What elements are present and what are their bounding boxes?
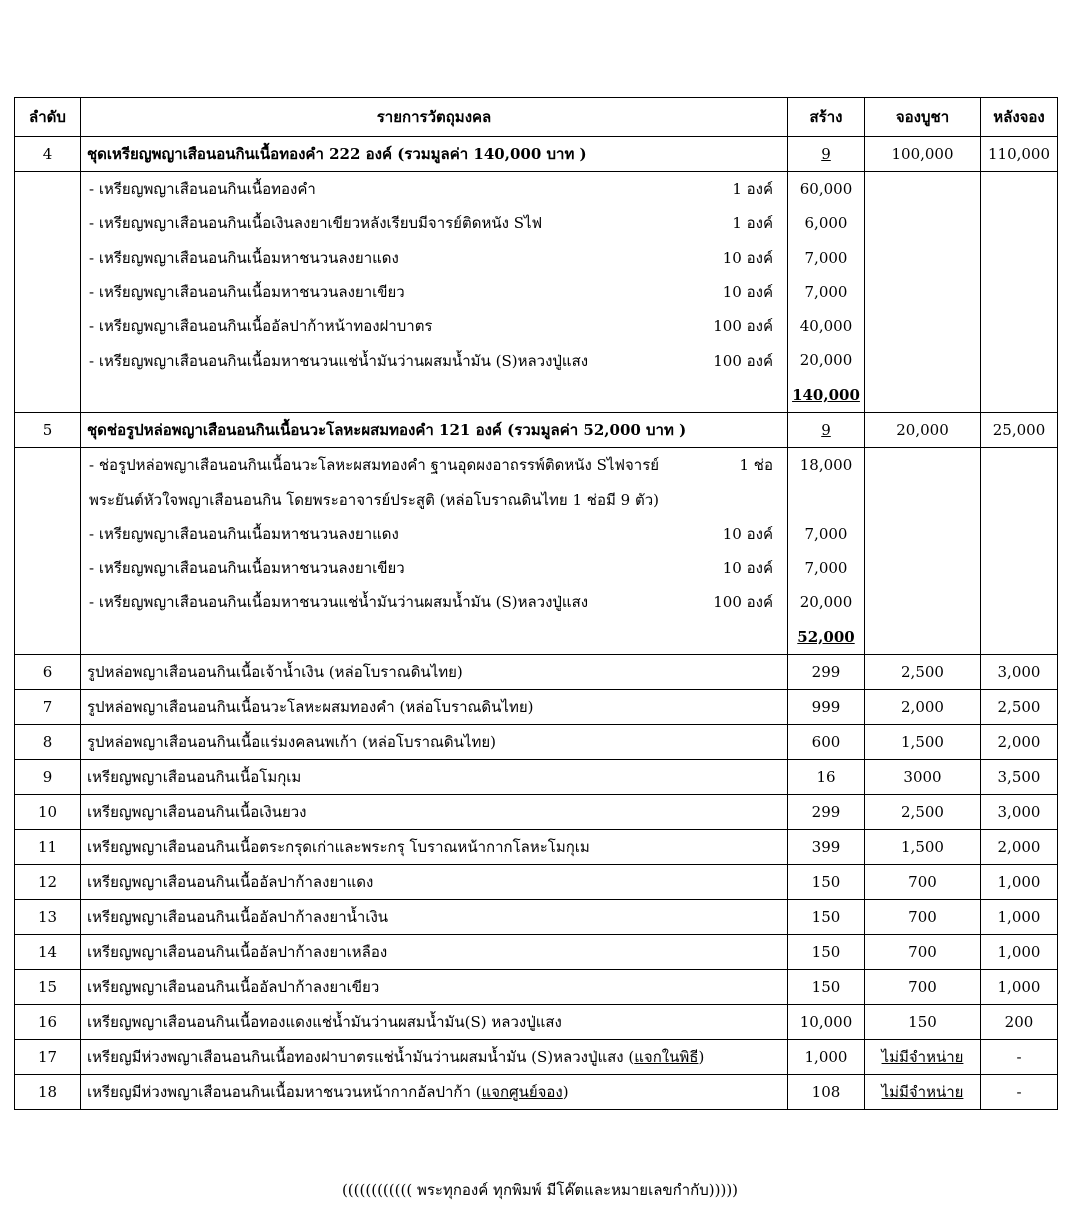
after-price: 3,000 bbox=[981, 794, 1058, 829]
created-count: 600 bbox=[788, 724, 865, 759]
row-no: 17 bbox=[15, 1039, 81, 1074]
header-no: ลำดับ bbox=[15, 98, 81, 137]
header-created: สร้าง bbox=[788, 98, 865, 137]
list-item: - เหรียญพญาเสือนอนกินเนื้ออัลปาก้าหน้าทองฝาบาตร 100 องค์ bbox=[89, 317, 773, 336]
reserve-price: 2,000 bbox=[865, 689, 981, 724]
after-price: 1,000 bbox=[981, 969, 1058, 1004]
set-items-row bbox=[15, 448, 1058, 655]
table-row bbox=[15, 899, 1058, 934]
after-price: 1,000 bbox=[981, 864, 1058, 899]
row-no: 4 bbox=[15, 137, 81, 172]
row-no: 11 bbox=[15, 829, 81, 864]
created-count: 299 bbox=[788, 654, 865, 689]
row-item: เหรียญพญาเสือนอนกินเนื้ออัลปาก้าลงยาแดง bbox=[81, 864, 788, 899]
created-count: 10,000 bbox=[788, 1004, 865, 1039]
table-row bbox=[15, 689, 1058, 724]
table-row bbox=[15, 654, 1058, 689]
reserve-price: 1,500 bbox=[865, 724, 981, 759]
after-price: 110,000 bbox=[981, 137, 1058, 172]
created-count: 9 bbox=[788, 413, 865, 448]
row-no: 15 bbox=[15, 969, 81, 1004]
reserve-price: 1,500 bbox=[865, 829, 981, 864]
table-row bbox=[15, 864, 1058, 899]
table-row bbox=[15, 934, 1058, 969]
after-price: 1,000 bbox=[981, 934, 1058, 969]
reserve-price: ไม่มีจำหน่าย bbox=[865, 1074, 981, 1109]
after-price: 3,000 bbox=[981, 654, 1058, 689]
reserve-price: 2,500 bbox=[865, 794, 981, 829]
set-total: 140,000 bbox=[792, 385, 860, 404]
row-no: 7 bbox=[15, 689, 81, 724]
row-item: เหรียญพญาเสือนอนกินเนื้อเงินยวง bbox=[81, 794, 788, 829]
after-price: 2,500 bbox=[981, 689, 1058, 724]
reserve-price: 2,500 bbox=[865, 654, 981, 689]
footer-note: (((((((((((( พระทุกองค์ ทุกพิมพ์ มีโค๊ตและหมายเลขกำกับ))))) bbox=[341, 1181, 739, 1199]
row-no: 8 bbox=[15, 724, 81, 759]
created-count: 150 bbox=[788, 969, 865, 1004]
row-no: 10 bbox=[15, 794, 81, 829]
row-item: เหรียญพญาเสือนอนกินเนื้อโมกุเม bbox=[81, 759, 788, 794]
reserve-price: 700 bbox=[865, 969, 981, 1004]
table-row bbox=[15, 137, 1058, 172]
row-no: 16 bbox=[15, 1004, 81, 1039]
created-count: 299 bbox=[788, 794, 865, 829]
row-item: เหรียญพญาเสือนอนกินเนื้ออัลปาก้าลงยาน้ำเงิน bbox=[81, 899, 788, 934]
after-price: 2,000 bbox=[981, 724, 1058, 759]
price-table-sheet bbox=[14, 97, 1057, 1110]
list-item: - เหรียญพญาเสือนอนกินเนื้อมหาชนวนแช่น้ำมันว่านผสมน้ำมัน (S)หลวงปู่แสง 100 องค์ bbox=[89, 593, 773, 612]
set-total: 52,000 bbox=[797, 627, 855, 646]
reserve-price: 3000 bbox=[865, 759, 981, 794]
after-price: 3,500 bbox=[981, 759, 1058, 794]
reserve-price: 700 bbox=[865, 934, 981, 969]
table-row bbox=[15, 1074, 1058, 1109]
reserve-price: 150 bbox=[865, 1004, 981, 1039]
header-row bbox=[15, 98, 1058, 137]
row-no: 13 bbox=[15, 899, 81, 934]
price-table bbox=[14, 97, 1058, 1110]
table-row bbox=[15, 1039, 1058, 1074]
set-values: 60,000 6,000 7,000 7,000 40,000 20,000 140,000 bbox=[788, 172, 865, 413]
reserve-price: 700 bbox=[865, 899, 981, 934]
row-no: 18 bbox=[15, 1074, 81, 1109]
reserve-price: 100,000 bbox=[865, 137, 981, 172]
list-item: - ช่อรูปหล่อพญาเสือนอนกินเนื้อนวะโลหะผสมทองคำ ฐานอุดผงอาถรรพ์ติดหนัง Sไฟจารย์ 1 ช่อ bbox=[89, 456, 773, 475]
distribution-tag: แจกศูนย์จอง bbox=[481, 1082, 563, 1101]
set-items-row bbox=[15, 172, 1058, 413]
after-price: - bbox=[981, 1039, 1058, 1074]
reserve-price: ไม่มีจำหน่าย bbox=[865, 1039, 981, 1074]
list-item: - เหรียญพญาเสือนอนกินเนื้อมหาชนวนลงยาเขียว 10 องค์ bbox=[89, 559, 773, 578]
created-count: 399 bbox=[788, 829, 865, 864]
created-count: 150 bbox=[788, 934, 865, 969]
reserve-price: 20,000 bbox=[865, 413, 981, 448]
reserve-price: 700 bbox=[865, 864, 981, 899]
after-price: - bbox=[981, 1074, 1058, 1109]
list-item: - เหรียญพญาเสือนอนกินเนื้อมหาชนวนลงยาแดง 10 องค์ bbox=[89, 248, 773, 267]
header-after: หลังจอง bbox=[981, 98, 1058, 137]
table-row bbox=[15, 794, 1058, 829]
list-item: - เหรียญพญาเสือนอนกินเนื้อทองคำ 1 องค์ bbox=[89, 180, 773, 199]
distribution-tag: แจกในพิธี bbox=[634, 1047, 699, 1066]
table-row bbox=[15, 413, 1058, 448]
list-item: - เหรียญพญาเสือนอนกินเนื้อมหาชนวนลงยาเขียว 10 องค์ bbox=[89, 283, 773, 302]
row-no: 6 bbox=[15, 654, 81, 689]
after-price: 25,000 bbox=[981, 413, 1058, 448]
row-no: 9 bbox=[15, 759, 81, 794]
set-items bbox=[81, 172, 788, 413]
created-count: 16 bbox=[788, 759, 865, 794]
header-item: รายการวัตถุมงคล bbox=[81, 98, 788, 137]
set-items bbox=[81, 448, 788, 655]
table-row bbox=[15, 969, 1058, 1004]
created-count: 9 bbox=[788, 137, 865, 172]
row-no: 5 bbox=[15, 413, 81, 448]
header-reserve: จองบูชา bbox=[865, 98, 981, 137]
list-item: - เหรียญพญาเสือนอนกินเนื้อเงินลงยาเขียวหลังเรียบมีจารย์ติดหนัง Sไฟ 1 องค์ bbox=[89, 214, 773, 233]
created-count: 1,000 bbox=[788, 1039, 865, 1074]
table-row bbox=[15, 759, 1058, 794]
created-count: 108 bbox=[788, 1074, 865, 1109]
set-values: 18,000 7,000 7,000 20,000 52,000 bbox=[788, 448, 865, 655]
table-row bbox=[15, 829, 1058, 864]
row-no: 12 bbox=[15, 864, 81, 899]
row-item: รูปหล่อพญาเสือนอนกินเนื้อเจ้าน้ำเงิน (หล่อโบราณดินไทย) bbox=[81, 654, 788, 689]
set-title: ชุดช่อรูปหล่อพญาเสือนอนกินเนื้อนวะโลหะผสมทองคำ 121 องค์ (รวมมูลค่า 52,000 บาท ) bbox=[81, 413, 788, 448]
row-item: เหรียญพญาเสือนอนกินเนื้ออัลปาก้าลงยาเขียว bbox=[81, 969, 788, 1004]
row-item: เหรียญพญาเสือนอนกินเนื้ออัลปาก้าลงยาเหลือง bbox=[81, 934, 788, 969]
table-row bbox=[15, 1004, 1058, 1039]
row-item: เหรียญพญาเสือนอนกินเนื้อทองแดงแช่น้ำมันว่านผสมน้ำมัน(S) หลวงปู่แสง bbox=[81, 1004, 788, 1039]
after-price: 2,000 bbox=[981, 829, 1058, 864]
after-price: 200 bbox=[981, 1004, 1058, 1039]
set-title: ชุดเหรียญพญาเสือนอนกินเนื้อทองคำ 222 องค์ (รวมมูลค่า 140,000 บาท ) bbox=[81, 137, 788, 172]
row-item: เหรียญมีห่วงพญาเสือนอนกินเนื้อทองฝาบาตรแช่น้ำมันว่านผสมน้ำมัน (S)หลวงปู่แสง (แจกในพิธี) bbox=[81, 1039, 788, 1074]
created-count: 999 bbox=[788, 689, 865, 724]
table-row bbox=[15, 724, 1058, 759]
created-count: 150 bbox=[788, 864, 865, 899]
created-count: 150 bbox=[788, 899, 865, 934]
row-item: รูปหล่อพญาเสือนอนกินเนื้อนวะโลหะผสมทองคำ (หล่อโบราณดินไทย) bbox=[81, 689, 788, 724]
after-price: 1,000 bbox=[981, 899, 1058, 934]
list-item: - เหรียญพญาเสือนอนกินเนื้อมหาชนวนลงยาแดง 10 องค์ bbox=[89, 524, 773, 543]
list-item-note: พระยันต์หัวใจพญาเสือนอนกิน โดยพระอาจารย์ประสูติ (หล่อโบราณดินไทย 1 ช่อมี 9 ตัว) bbox=[89, 490, 659, 509]
list-item: - เหรียญพญาเสือนอนกินเนื้อมหาชนวนแช่น้ำมันว่านผสมน้ำมัน (S)หลวงปู่แสง 100 องค์ bbox=[89, 351, 773, 370]
row-item: รูปหล่อพญาเสือนอนกินเนื้อแร่มงคลนพเก้า (หล่อโบราณดินไทย) bbox=[81, 724, 788, 759]
row-item: เหรียญมีห่วงพญาเสือนอนกินเนื้อมหาชนวนหน้ากากอัลปาก้า (แจกศูนย์จอง) bbox=[81, 1074, 788, 1109]
row-item: เหรียญพญาเสือนอนกินเนื้อตระกรุดเก่าและพระกรุ โบราณหน้ากากโลหะโมกุเม bbox=[81, 829, 788, 864]
row-no: 14 bbox=[15, 934, 81, 969]
